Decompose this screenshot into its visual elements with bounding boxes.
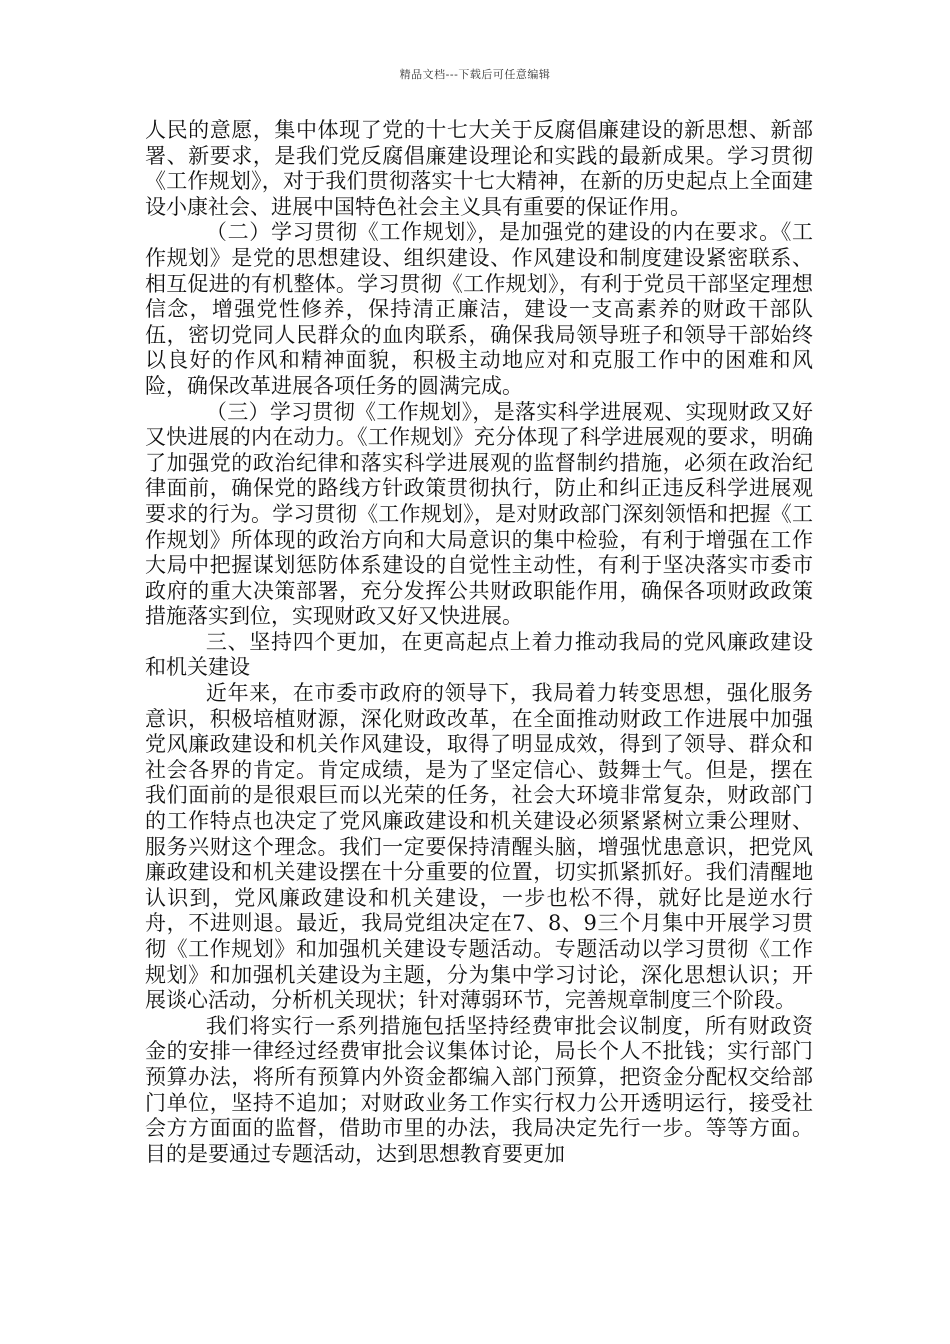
document-body <box>145 118 813 1167</box>
paragraph-section-3: （三）学习贯彻《工作规划》，是落实科学进展观、实现财政又好又快进展的内在动力。《工作规划》充分体现了科学进展观的要求，明确了加强党的政治纪律和落实科学进展观的监督制约措施，必须在政治纪律面前，确保党的路线方针政策贯彻执行，防止和纠正违反科学进展观要求的行为。学习贯彻《工作规划》，是对财政部门深刻领悟和把握《工作规划》所体现的政治方向和大局意识的集中检验，有利于增强在工作大局中把握谋划惩防体系建设的自觉性主动性，有利于坚决落实市委市政府的重大决策部署，充分发挥公共财政职能作用，确保各项财政政策措施落实到位，实现财政又好又快进展。 <box>145 399 813 629</box>
section-heading-3: 三、坚持四个更加，在更高起点上着力推动我局的党风廉政建设和机关建设 <box>145 629 813 680</box>
paragraph-recent-years: 近年来，在市委市政府的领导下，我局着力转变思想，强化服务意识，积极培植财源，深化财政改革，在全面推动财政工作进展中加强党风廉政建设和机关作风建设，取得了明显成效，得到了领导、群众和社会各界的肯定。肯定成绩，是为了坚定信心、鼓舞士气。但是，摆在我们面前的是很艰巨而以光荣的任务，社会大环境非常复杂，财政部门的工作特点也决定了党风廉政建设和机关建设必须紧紧树立秉公理财、服务兴财这个理念。我们一定要保持清醒头脑，增强忧患意识，把党风廉政建设和机关建设摆在十分重要的位置，切实抓紧抓好。我们清醒地认识到，党风廉政建设和机关建设，一步也松不得，就好比是逆水行舟，不进则退。最近，我局党组决定在7、8、9三个月集中开展学习贯彻《工作规划》和加强机关建设专题活动。专题活动以学习贯彻《工作规划》和加强机关建设为主题，分为集中学习讨论，深化思想认识；开展谈心活动，分析机关现状；针对薄弱环节，完善规章制度三个阶段。 <box>145 681 813 1013</box>
page-header: 精品文档---下载后可任意编辑 <box>399 68 551 81</box>
paragraph-continuation: 人民的意愿，集中体现了党的十七大关于反腐倡廉建设的新思想、新部署、新要求，是我们党反腐倡廉建设理论和实践的最新成果。学习贯彻《工作规划》，对于我们贯彻落实十七大精神，在新的历史起点上全面建设小康社会、进展中国特色社会主义具有重要的保证作用。 <box>145 118 813 219</box>
paragraph-measures: 我们将实行一系列措施包括坚持经费审批会议制度，所有财政资金的安排一律经过经费审批会议集体讨论，局长个人不批钱；实行部门预算办法，将所有预算内外资金都编入部门预算，把资金分配权交给部门单位，坚持不追加；对财政业务工作实行权力公开透明运行，接受社会方方面面的监督，借助市里的办法，我局决定先行一步。等等方面。目的是要通过专题活动，达到思想教育要更加 <box>145 1013 813 1166</box>
paragraph-section-2: （二）学习贯彻《工作规划》，是加强党的建设的内在要求。《工作规划》是党的思想建设、组织建设、作风建设和制度建设紧密联系、相互促进的有机整体。学习贯彻《工作规划》，有利于党员干部坚定理想信念，增强党性修养，保持清正廉洁，建设一支高素养的财政干部队伍，密切党同人民群众的血肉联系，确保我局领导班子和领导干部始终以良好的作风和精神面貌，积极主动地应对和克服工作中的困难和风险，确保改革进展各项任务的圆满完成。 <box>145 220 813 398</box>
